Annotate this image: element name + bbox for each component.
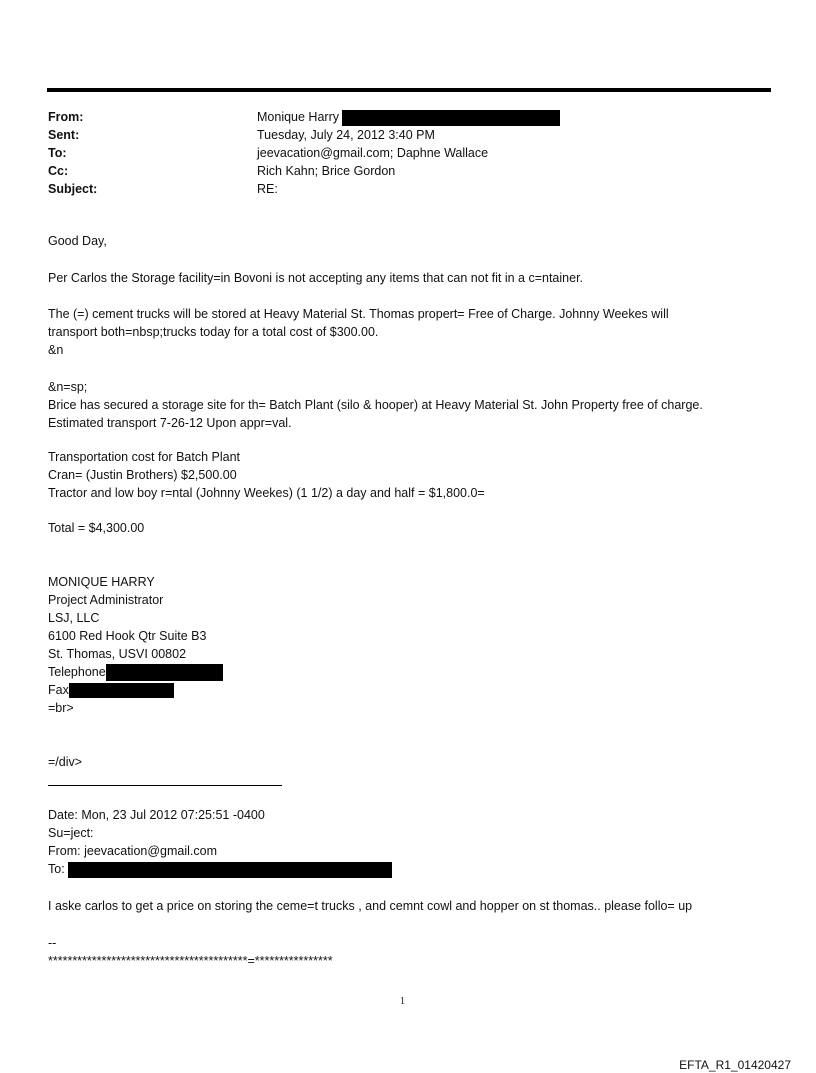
text-line: &n [48,343,64,357]
text-line: Tractor and low boy r=ntal (Johnny Weekes) (1 1/2) a day and half = $1,800.0= [48,486,485,500]
subject-row [48,180,560,198]
from-label: From: [48,110,84,124]
redaction-bar [106,664,223,681]
quoted-message: I aske carlos to get a price on storing the ceme=t trucks , and cemnt cowl and hopper on st thomas.. please follo= up [48,899,693,913]
text-line: Cran= (Justin Brothers) $2,500.00 [48,468,237,482]
from-name: Monique Harry [257,110,339,124]
text-line: Transportation cost for Batch Plant [48,450,240,464]
signature-block [48,573,223,717]
to-value: jeevacation@gmail.com; Daphne Wallace [257,146,489,160]
to-label: To: [48,146,67,160]
email-header [48,108,560,198]
signature-company: LSJ, LLC [48,611,100,625]
cc-value: Rich Kahn; Brice Gordon [257,164,396,178]
redaction-bar [342,110,560,126]
quoted-from: From: jeevacation@gmail.com [48,844,217,858]
from-row [48,108,560,126]
sent-value: Tuesday, July 24, 2012 3:40 PM [257,128,435,142]
quoted-subject: Su=ject: [48,826,94,840]
text-line: &n=sp; [48,380,88,394]
from-value [257,108,560,126]
greeting: Good Day, [48,234,107,248]
star-line: *****************************************=**************** [48,954,333,968]
sent-label: Sent: [48,128,80,142]
dash-line: -- [48,936,57,950]
subject-label: Subject: [48,182,98,196]
text-line: The (=) cement trucks will be stored at Heavy Material St. Thomas propert= Free of Charge. Johnny Weekes will [48,307,669,321]
to-row [48,144,560,162]
sent-row [48,126,560,144]
signature-title: Project Administrator [48,593,164,607]
paragraph-cement-trucks [48,305,669,359]
paragraph-transport-cost [48,448,485,502]
page-number: 1 [400,996,405,1007]
quoted-to [48,860,392,878]
quoted-to-label: To: [48,862,65,876]
redaction-bar [68,862,392,878]
signature-telephone [48,663,223,681]
text-line: Estimated transport 7-26-12 Upon appr=val. [48,416,292,430]
subject-value: RE: [257,182,278,196]
signature-address-2: St. Thomas, USVI 00802 [48,647,187,661]
bates-number: EFTA_R1_01420427 [679,1058,791,1072]
paragraph-storage: Per Carlos the Storage facility=in Bovoni is not accepting any items that can not fit in a c=ntainer. [48,271,584,285]
quote-separator [48,785,282,786]
text-line: Brice has secured a storage site for th= Batch Plant (silo & hooper) at Heavy Material St. John Property free of charge. [48,398,703,412]
total-line: Total = $4,300.00 [48,521,145,535]
fax-label: Fax [48,683,69,697]
cc-row [48,162,560,180]
text-line: transport both=nbsp;trucks today for a total cost of $300.00. [48,325,379,339]
signature-address-1: 6100 Red Hook Qtr Suite B3 [48,629,207,643]
paragraph-batch-plant [48,378,703,432]
quoted-date: Date: Mon, 23 Jul 2012 07:25:51 -0400 [48,808,265,822]
signature-fax [48,681,223,699]
signature-br: =br> [48,701,74,715]
quoted-header [48,806,392,878]
message-footer [48,934,333,970]
redaction-bar [69,683,174,698]
cc-label: Cc: [48,164,69,178]
telephone-label: Telephone [48,665,106,679]
div-tag-text: =/div> [48,755,83,769]
signature-name: MONIQUE HARRY [48,575,155,589]
header-rule [47,88,771,92]
